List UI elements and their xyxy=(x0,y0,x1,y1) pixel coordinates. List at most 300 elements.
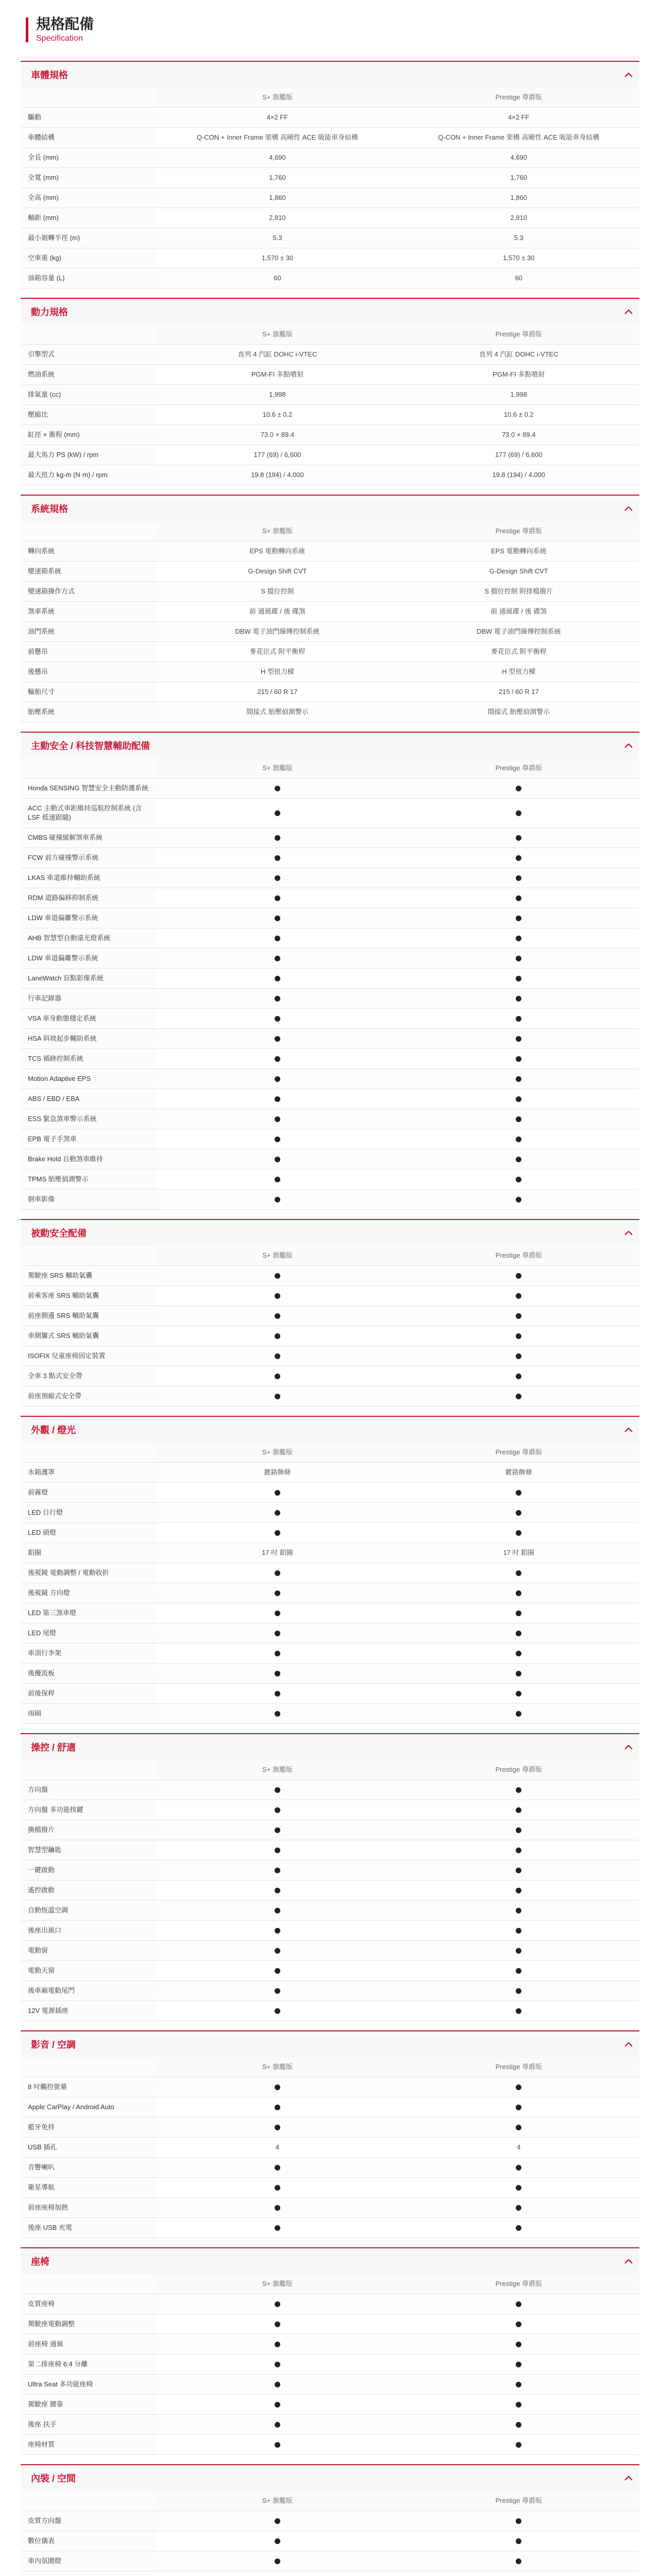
standard-equipment-dot-icon xyxy=(275,1510,280,1516)
spec-value xyxy=(157,1563,398,1583)
spec-label: 數位儀表 xyxy=(21,2531,157,2551)
section-header-toggle[interactable] xyxy=(21,732,639,758)
spec-value xyxy=(398,1326,639,1346)
spec-label: 前懸吊 xyxy=(21,642,157,662)
table-row xyxy=(21,108,639,128)
spec-value xyxy=(398,1704,639,1724)
table-row xyxy=(21,2375,639,2395)
standard-equipment-dot-icon xyxy=(275,1036,280,1042)
standard-equipment-dot-icon xyxy=(275,895,280,901)
spec-label: 駕駛座電動調整 xyxy=(21,2314,157,2334)
table-row xyxy=(21,2511,639,2531)
standard-equipment-dot-icon xyxy=(275,1988,280,1994)
standard-equipment-dot-icon xyxy=(275,2342,280,2347)
standard-equipment-dot-icon xyxy=(275,2382,280,2387)
standard-equipment-dot-icon xyxy=(275,1353,280,1359)
column-header-model: Prestige 尊爵版 xyxy=(398,2057,639,2077)
spec-label: 方向盤 多功能按鍵 xyxy=(21,1800,157,1820)
spec-value: S 擋位控制 xyxy=(157,582,398,602)
spec-value xyxy=(157,1170,398,1190)
column-header-item xyxy=(21,1760,157,1780)
spec-value: 1,860 xyxy=(398,188,639,208)
table-row xyxy=(21,1603,639,1623)
section-header-toggle[interactable] xyxy=(21,1416,639,1443)
standard-equipment-dot-icon xyxy=(275,2321,280,2327)
table-row xyxy=(21,1266,639,1286)
standard-equipment-dot-icon xyxy=(516,875,521,881)
column-header-model: S+ 旗艦版 xyxy=(157,2491,398,2511)
table-row xyxy=(21,2531,639,2551)
column-header-model: S+ 旗艦版 xyxy=(157,1760,398,1780)
spec-value xyxy=(157,2077,398,2097)
table-row xyxy=(21,868,639,888)
standard-equipment-dot-icon xyxy=(516,1137,521,1142)
standard-equipment-dot-icon xyxy=(516,1177,521,1182)
spec-value xyxy=(398,2178,639,2198)
spec-value xyxy=(157,1386,398,1406)
standard-equipment-dot-icon xyxy=(275,2084,280,2090)
table-row xyxy=(21,2178,639,2198)
standard-equipment-dot-icon xyxy=(275,2442,280,2448)
standard-equipment-dot-icon xyxy=(275,1076,280,1082)
spec-label: HSA 斜坡起步輔助系統 xyxy=(21,1029,157,1049)
standard-equipment-dot-icon xyxy=(516,2402,521,2408)
table-row xyxy=(21,1190,639,1210)
section-title: 系統規格 xyxy=(31,504,68,514)
standard-equipment-dot-icon xyxy=(516,2342,521,2347)
standard-equipment-dot-icon xyxy=(275,1651,280,1656)
spec-label: 車內氛圍燈 xyxy=(21,2551,157,2571)
spec-value xyxy=(398,1266,639,1286)
standard-equipment-dot-icon xyxy=(275,1197,280,1202)
spec-value: H 型扭力樑 xyxy=(157,662,398,682)
spec-value xyxy=(157,1366,398,1386)
spec-value xyxy=(157,948,398,969)
spec-value xyxy=(157,1483,398,1503)
standard-equipment-dot-icon xyxy=(516,1333,521,1339)
standard-equipment-dot-icon xyxy=(275,1490,280,1496)
spec-value xyxy=(157,799,398,828)
standard-equipment-dot-icon xyxy=(275,1016,280,1022)
standard-equipment-dot-icon xyxy=(516,2105,521,2110)
spec-label: 全寬 (mm) xyxy=(21,168,157,188)
spec-value xyxy=(398,1346,639,1366)
spec-value xyxy=(398,1306,639,1326)
spec-value xyxy=(398,2395,639,2415)
standard-equipment-dot-icon xyxy=(275,1157,280,1162)
spec-label: Ultra Seat 多功能座椅 xyxy=(21,2375,157,2395)
spec-label: 變速箱操作方式 xyxy=(21,582,157,602)
column-header-model: S+ 旗艦版 xyxy=(157,2057,398,2077)
spec-value xyxy=(398,1921,639,1941)
spec-label: 排氣量 (cc) xyxy=(21,385,157,405)
spec-value: 1,570 ± 30 xyxy=(398,248,639,268)
standard-equipment-dot-icon xyxy=(275,1056,280,1062)
spec-value: 4,690 xyxy=(398,148,639,168)
table-row xyxy=(21,1840,639,1860)
standard-equipment-dot-icon xyxy=(275,1273,280,1279)
spec-label: 皮質座椅 xyxy=(21,2294,157,2314)
table-row xyxy=(21,1800,639,1820)
spec-label: 前座預縮式安全帶 xyxy=(21,1386,157,1406)
standard-equipment-dot-icon xyxy=(516,1888,521,1893)
spec-label: LDW 車道偏離警示系統 xyxy=(21,948,157,969)
spec-label: 駕駛座 SRS 輔助氣囊 xyxy=(21,1266,157,1286)
table-row xyxy=(21,425,639,445)
standard-equipment-dot-icon xyxy=(275,936,280,941)
table-row xyxy=(21,1780,639,1800)
table-row xyxy=(21,385,639,405)
spec-value xyxy=(398,848,639,868)
spec-section xyxy=(21,2464,639,2576)
spec-label: RDM 道路偏移抑制系統 xyxy=(21,888,157,908)
chevron-up-icon[interactable] xyxy=(623,2472,634,2484)
chevron-up-icon[interactable] xyxy=(623,306,634,317)
spec-value xyxy=(157,2314,398,2334)
table-header-row xyxy=(21,325,639,345)
standard-equipment-dot-icon xyxy=(275,1711,280,1717)
standard-equipment-dot-icon xyxy=(275,1116,280,1122)
spec-value xyxy=(157,2097,398,2117)
table-row xyxy=(21,2117,639,2138)
table-row xyxy=(21,928,639,948)
table-row xyxy=(21,1961,639,1981)
spec-value xyxy=(398,2001,639,2021)
spec-value xyxy=(398,1109,639,1129)
table-row xyxy=(21,1109,639,1129)
section-header-toggle[interactable] xyxy=(21,298,639,325)
spec-value: 60 xyxy=(157,268,398,289)
table-row xyxy=(21,1941,639,1961)
spec-value xyxy=(398,948,639,969)
spec-value xyxy=(157,2294,398,2314)
standard-equipment-dot-icon xyxy=(516,2442,521,2448)
spec-value xyxy=(398,1483,639,1503)
standard-equipment-dot-icon xyxy=(516,1490,521,1496)
standard-equipment-dot-icon xyxy=(275,1394,280,1399)
spec-value xyxy=(157,888,398,908)
spec-label: ABS / EBD / EBA xyxy=(21,1089,157,1109)
spec-label: 輪胎尺寸 xyxy=(21,682,157,702)
spec-value xyxy=(398,888,639,908)
spec-value xyxy=(157,2435,398,2455)
spec-value xyxy=(398,2077,639,2097)
chevron-up-icon[interactable] xyxy=(623,1741,634,1753)
spec-value: 4×2 FF xyxy=(398,108,639,128)
standard-equipment-dot-icon xyxy=(275,1611,280,1616)
spec-label: 後視鏡 方向燈 xyxy=(21,1583,157,1603)
standard-equipment-dot-icon xyxy=(516,956,521,961)
standard-equipment-dot-icon xyxy=(516,1671,521,1676)
spec-value: 4,690 xyxy=(157,148,398,168)
table-row xyxy=(21,1543,639,1563)
spec-label: 鋁圈 xyxy=(21,1543,157,1563)
table-row xyxy=(21,602,639,622)
spec-label xyxy=(21,2571,157,2576)
spec-label: 12V 電源插座 xyxy=(21,2001,157,2021)
standard-equipment-dot-icon xyxy=(516,1293,521,1299)
chevron-up-icon[interactable] xyxy=(623,2039,634,2050)
spec-value: Q-CON + Inner Frame 架構 高剛性 ACE 吸能車身結構 xyxy=(157,128,398,148)
standard-equipment-dot-icon xyxy=(275,2558,280,2564)
spec-section xyxy=(21,1219,639,1406)
spec-value: 10.6 ± 0.2 xyxy=(398,405,639,425)
section-header-toggle[interactable] xyxy=(21,2247,639,2274)
table-row xyxy=(21,405,639,425)
spec-value xyxy=(398,2531,639,2551)
spec-value: 間接式 胎壓偵測警示 xyxy=(157,702,398,722)
standard-equipment-dot-icon xyxy=(516,2558,521,2564)
spec-value xyxy=(398,989,639,1009)
section-title: 主動安全 / 科技智慧輔助配備 xyxy=(31,741,150,751)
standard-equipment-dot-icon xyxy=(516,996,521,1002)
table-row xyxy=(21,345,639,365)
table-row xyxy=(21,268,639,289)
table-row xyxy=(21,1306,639,1326)
spec-value xyxy=(398,1503,639,1523)
spec-value: 前 通風碟 / 後 碟煞 xyxy=(398,602,639,622)
spec-value xyxy=(157,1503,398,1523)
section-header-toggle[interactable] xyxy=(21,495,639,521)
table-row xyxy=(21,1880,639,1901)
spec-label: 胎壓系統 xyxy=(21,702,157,722)
spec-label: 軸距 (mm) xyxy=(21,208,157,228)
spec-value: 1,760 xyxy=(398,168,639,188)
spec-value xyxy=(157,828,398,848)
spec-value xyxy=(398,2354,639,2375)
spec-value xyxy=(398,2375,639,2395)
table-row xyxy=(21,1563,639,1583)
spec-value xyxy=(157,1009,398,1029)
spec-label: 後視鏡 電動調整 / 電動收折 xyxy=(21,1563,157,1583)
standard-equipment-dot-icon xyxy=(516,2165,521,2171)
spec-value xyxy=(398,1981,639,2001)
chevron-up-icon[interactable] xyxy=(623,1227,634,1239)
standard-equipment-dot-icon xyxy=(516,1570,521,1576)
standard-equipment-dot-icon xyxy=(516,1273,521,1279)
spec-value xyxy=(157,2218,398,2238)
section-header-toggle[interactable] xyxy=(21,1219,639,1246)
spec-value: S 擋位控制 附排檔撥片 xyxy=(398,582,639,602)
spec-table xyxy=(21,2491,639,2576)
column-header-item xyxy=(21,88,157,108)
section-header-toggle[interactable] xyxy=(21,2464,639,2491)
spec-label: 車側簾式 SRS 輔助氣囊 xyxy=(21,1326,157,1346)
spec-table xyxy=(21,1760,639,2021)
standard-equipment-dot-icon xyxy=(516,1631,521,1636)
section-header-toggle[interactable] xyxy=(21,1733,639,1760)
spec-label: LKAS 車道維持輔助系統 xyxy=(21,868,157,888)
spec-value xyxy=(157,928,398,948)
standard-equipment-dot-icon xyxy=(275,2185,280,2191)
spec-value xyxy=(398,1901,639,1921)
spec-value: 1,998 xyxy=(398,385,639,405)
spec-value: 10.6 ± 0.2 xyxy=(157,405,398,425)
spec-label: 後座 扶手 xyxy=(21,2415,157,2435)
column-header-model: Prestige 尊爵版 xyxy=(398,2274,639,2294)
spec-value xyxy=(157,2354,398,2375)
spec-value: 直列 4 汽缸 DOHC i-VTEC xyxy=(157,345,398,365)
standard-equipment-dot-icon xyxy=(275,1948,280,1954)
standard-equipment-dot-icon xyxy=(275,835,280,841)
spec-value: 73.0 × 89.4 xyxy=(398,425,639,445)
chevron-up-icon[interactable] xyxy=(623,2256,634,2267)
standard-equipment-dot-icon xyxy=(275,1868,280,1873)
spec-value xyxy=(157,1820,398,1840)
section-title: 座椅 xyxy=(31,2257,49,2267)
spec-label: LED 尾燈 xyxy=(21,1623,157,1643)
spec-value xyxy=(157,1129,398,1149)
column-header-item xyxy=(21,1246,157,1266)
table-header-row xyxy=(21,2274,639,2294)
spec-label: 電動天窗 xyxy=(21,1961,157,1981)
standard-equipment-dot-icon xyxy=(275,2422,280,2428)
spec-section xyxy=(21,298,639,485)
chevron-up-icon[interactable] xyxy=(623,740,634,751)
spec-label: 前霧燈 xyxy=(21,1483,157,1503)
spec-value xyxy=(398,1664,639,1684)
spec-sections xyxy=(0,61,660,2576)
table-row xyxy=(21,1346,639,1366)
spec-label: 壓縮比 xyxy=(21,405,157,425)
standard-equipment-dot-icon xyxy=(275,2008,280,2014)
table-row xyxy=(21,1089,639,1109)
spec-value xyxy=(157,1840,398,1860)
table-row xyxy=(21,1664,639,1684)
table-header-row xyxy=(21,758,639,778)
spec-label: 藍牙免持 xyxy=(21,2117,157,2138)
section-header-toggle[interactable] xyxy=(21,2030,639,2057)
standard-equipment-dot-icon xyxy=(516,2382,521,2387)
spec-value: 鍍鉻飾條 xyxy=(398,1463,639,1483)
spec-value xyxy=(157,1860,398,1880)
standard-equipment-dot-icon xyxy=(275,1671,280,1676)
table-row xyxy=(21,702,639,722)
section-header-toggle[interactable] xyxy=(21,61,639,88)
standard-equipment-dot-icon xyxy=(516,1016,521,1022)
spec-section xyxy=(21,1416,639,1724)
section-title: 影音 / 空調 xyxy=(31,2040,76,2050)
spec-value xyxy=(398,1780,639,1800)
spec-value xyxy=(398,2511,639,2531)
spec-value xyxy=(398,2415,639,2435)
spec-value: DBW 電子油門線傳控制系統 xyxy=(157,622,398,642)
spec-value xyxy=(157,2395,398,2415)
standard-equipment-dot-icon xyxy=(516,1197,521,1202)
page-subtitle: Specification xyxy=(36,34,83,43)
table-row xyxy=(21,2314,639,2334)
table-row xyxy=(21,188,639,208)
standard-equipment-dot-icon xyxy=(275,2518,280,2524)
table-row xyxy=(21,948,639,969)
spec-label: 行車記錄器 xyxy=(21,989,157,1009)
spec-value: 1,860 xyxy=(157,188,398,208)
spec-label: 全車 3 點式安全帶 xyxy=(21,1366,157,1386)
spec-value: 19.8 (194) / 4,000 xyxy=(157,465,398,485)
spec-label: 油箱容量 (L) xyxy=(21,268,157,289)
spec-label: 8 吋觸控螢幕 xyxy=(21,2077,157,2097)
spec-label: 前座座椅加熱 xyxy=(21,2198,157,2218)
standard-equipment-dot-icon xyxy=(516,1510,521,1516)
spec-value xyxy=(398,2218,639,2238)
standard-equipment-dot-icon xyxy=(516,1374,521,1379)
column-header-model: Prestige 尊爵版 xyxy=(398,88,639,108)
spec-value xyxy=(398,2158,639,2178)
spec-table xyxy=(21,88,639,289)
table-row xyxy=(21,1503,639,1523)
chevron-up-icon[interactable] xyxy=(623,503,634,514)
spec-label: 雨刷 xyxy=(21,1704,157,1724)
spec-value xyxy=(398,828,639,848)
spec-label: 智慧型鑰匙 xyxy=(21,1840,157,1860)
column-header-model: S+ 旗艦版 xyxy=(157,88,398,108)
spec-value: 177 (69) / 6,600 xyxy=(157,445,398,465)
table-row xyxy=(21,445,639,465)
spec-value xyxy=(398,1170,639,1190)
spec-value xyxy=(398,1386,639,1406)
table-row xyxy=(21,2138,639,2158)
spec-table xyxy=(21,1246,639,1406)
spec-section xyxy=(21,2247,639,2455)
standard-equipment-dot-icon xyxy=(516,786,521,791)
chevron-up-icon[interactable] xyxy=(623,1424,634,1435)
column-header-model: Prestige 尊爵版 xyxy=(398,2491,639,2511)
table-row xyxy=(21,642,639,662)
standard-equipment-dot-icon xyxy=(275,2125,280,2130)
chevron-up-icon[interactable] xyxy=(623,69,634,80)
spec-value xyxy=(398,1049,639,1069)
spec-value: EPS 電動轉向系統 xyxy=(398,541,639,562)
spec-label: 一鍵啟動 xyxy=(21,1860,157,1880)
spec-label: 衛星導航 xyxy=(21,2178,157,2198)
spec-value xyxy=(157,1880,398,1901)
spec-value: 2,810 xyxy=(157,208,398,228)
standard-equipment-dot-icon xyxy=(516,1076,521,1082)
standard-equipment-dot-icon xyxy=(275,1096,280,1102)
spec-label: 最小迴轉半徑 (m) xyxy=(21,228,157,248)
spec-label: 最大馬力 PS (kW) / rpm xyxy=(21,445,157,465)
table-row xyxy=(21,1463,639,1483)
spec-label: ESS 緊急煞車警示系統 xyxy=(21,1109,157,1129)
standard-equipment-dot-icon xyxy=(275,810,280,816)
spec-value xyxy=(398,868,639,888)
table-row xyxy=(21,465,639,485)
spec-value xyxy=(157,2158,398,2178)
column-header-item xyxy=(21,2274,157,2294)
column-header-item xyxy=(21,758,157,778)
column-header-model: Prestige 尊爵版 xyxy=(398,1760,639,1780)
standard-equipment-dot-icon xyxy=(275,1848,280,1853)
spec-value xyxy=(157,2571,398,2576)
standard-equipment-dot-icon xyxy=(516,1827,521,1833)
spec-value xyxy=(398,1860,639,1880)
standard-equipment-dot-icon xyxy=(516,1590,521,1596)
spec-value xyxy=(157,1704,398,1724)
spec-label: TPMS 胎壓偵測警示 xyxy=(21,1170,157,1190)
column-header-item xyxy=(21,2057,157,2077)
standard-equipment-dot-icon xyxy=(516,855,521,861)
spec-label: 空車重 (kg) xyxy=(21,248,157,268)
column-header-model: S+ 旗艦版 xyxy=(157,758,398,778)
table-row xyxy=(21,128,639,148)
spec-label: 後座 USB 充電 xyxy=(21,2218,157,2238)
column-header-item xyxy=(21,521,157,541)
table-row xyxy=(21,1049,639,1069)
spec-value xyxy=(398,1880,639,1901)
spec-value xyxy=(157,969,398,989)
spec-label: 座椅材質 xyxy=(21,2435,157,2455)
standard-equipment-dot-icon xyxy=(516,936,521,941)
